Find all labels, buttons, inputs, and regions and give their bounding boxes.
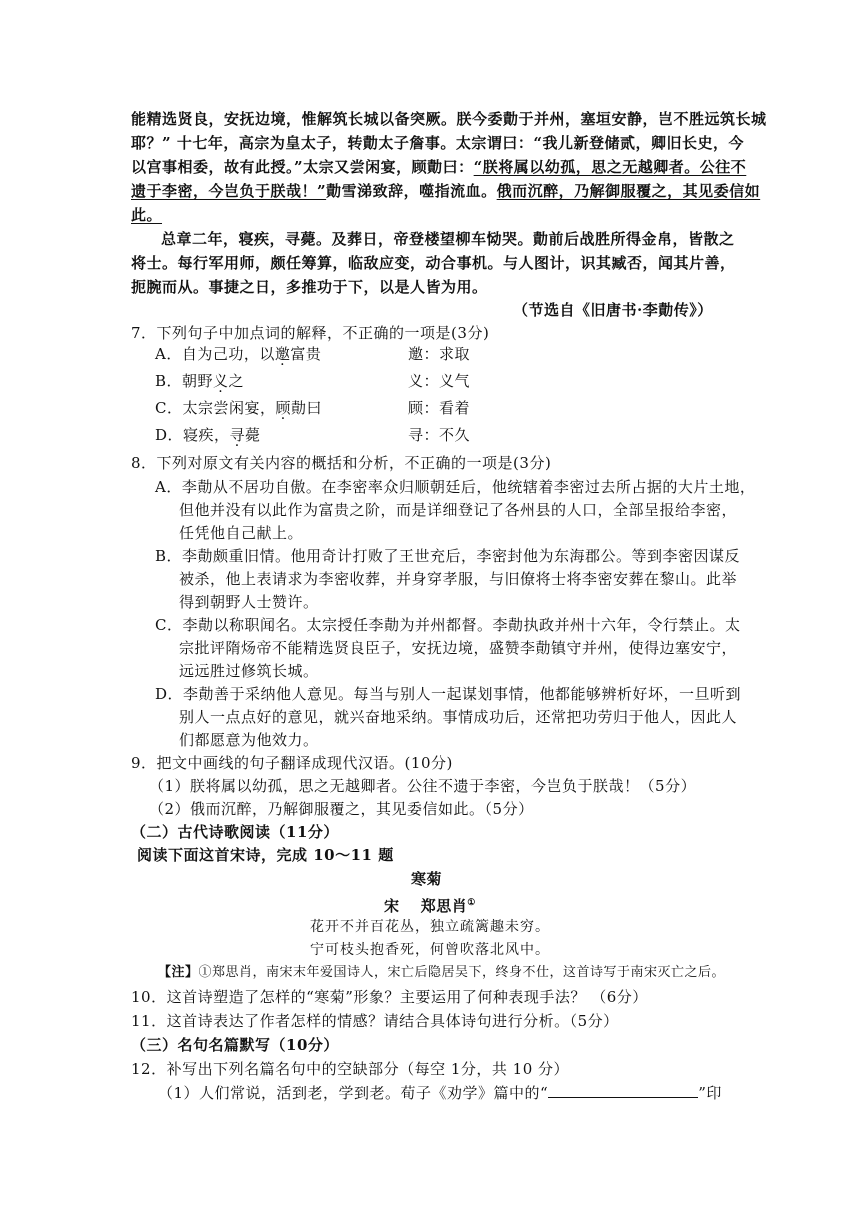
underlined-sentence: 俄而沉醉，乃解御服覆之，其见委信如 [496, 182, 761, 200]
poem-author [384, 893, 476, 916]
q7-option-a-answer: 邀：求取 [408, 345, 471, 363]
item-text: （1）人们常说，活到老，学到老。荀子《劝学》篇中的“ [158, 1084, 549, 1102]
passage-text: 以宫事相委，故有此授。”太宗又尝闲宴，顾勣曰： [131, 158, 474, 176]
question-10: 10．这首诗塑造了怎样的“寒菊”形象？主要运用了何种表现手法？ （6分） [131, 988, 648, 1006]
option-text: 勣曰 [291, 399, 323, 417]
poem-note [158, 963, 725, 983]
poem-title: 寒菊 [411, 870, 443, 888]
q7-option-d [155, 425, 261, 445]
q7-option-c [155, 398, 322, 418]
item-text: ”印 [698, 1084, 722, 1102]
passage-text: 勣雪涕致辞，噬指流血。 [326, 182, 497, 200]
q8-option-c: 宗批评隋炀帝不能精选贤良臣子，安抚边境，盛赞李勣镇守并州，使得边塞安宁， [179, 639, 738, 657]
question-9-stem: 9．把文中画线的句子翻译成现代汉语。(10分) [131, 754, 453, 772]
underlined-sentence: “朕将属以幼孤，思之无越卿者。公往不 [473, 158, 747, 176]
dotted-word: 寻 [229, 426, 246, 444]
q7-option-a [155, 344, 321, 364]
q8-option-a: 任凭他自己献上。 [179, 524, 304, 542]
q8-option-a: 但他并没有以此作为富贵之阶，而是详细登记了各州县的人口，全部呈报给李密， [179, 501, 738, 519]
footnote-marker: ① [467, 898, 476, 908]
option-text: 之 [228, 372, 245, 390]
poem-line: 花开不并百花丛，独立疏篱趣未穷。 [310, 919, 550, 935]
dotted-word: 顾 [275, 399, 291, 417]
section-3-heading: （三）名句名篇默写（10分） [131, 1036, 339, 1054]
q7-option-c-answer: 顾：看着 [408, 399, 471, 417]
poem-author-name: 宋 郑思肖 [384, 897, 468, 915]
q8-option-b: 得到朝野人士赞许。 [179, 593, 319, 611]
option-text: D．寝疾， [155, 426, 230, 444]
option-text: 富贵 [290, 345, 322, 363]
q8-option-b: B．李勣颇重旧情。他用奇计打败了王世充后，李密封他为东海郡公。等到李密因谋反 [155, 547, 741, 565]
underlined-sentence: 遗于李密，今岂负于朕哉！” [131, 182, 327, 200]
question-11: 11．这首诗表达了作者怎样的情感？请结合具体诗句进行分析。（5分） [131, 1012, 619, 1030]
fill-in-blank[interactable] [548, 1083, 698, 1098]
section-2-instructions: 阅读下面这首宋诗，完成 10～11 题 [137, 846, 394, 864]
q8-option-a: A．李勣从不居功自傲。在李密率众归顺朝廷后，他统辖着李密过去所占据的大片土地， [155, 478, 756, 496]
underlined-sentence: 此。 [131, 206, 163, 224]
q7-option-b-answer: 义：义气 [408, 372, 471, 390]
dotted-word: 邀 [274, 345, 291, 363]
q7-option-d-answer: 寻：不久 [408, 426, 471, 444]
question-7-stem: 7．下列句子中加点词的解释，不正确的一项是(3分) [131, 324, 490, 342]
passage-line: 能精选贤良，安抚边境，惟解筑长城以备突厥。朕今委勣于并州，塞垣安静，岂不胜远筑长城 [131, 110, 767, 128]
q8-option-d: 们都愿意为他效力。 [179, 731, 319, 749]
q8-option-c: C．李勣以称职闻名。太宗授任李勣为并州都督。李勣执政并州十六年，令行禁止。太 [155, 616, 741, 634]
passage-source: （节选自《旧唐书·李勣传》） [513, 301, 713, 319]
option-text: A．自为己功，以 [155, 345, 275, 363]
dotted-word: 义 [213, 372, 229, 390]
q8-option-d: D．李勣善于采纳他人意见。每当与别人一起谋划事情，他都能够辨析好坏，一旦听到 [155, 685, 742, 703]
passage-line: 扼腕而从。事捷之日，多推功于下，以是人皆为用。 [131, 278, 488, 296]
q8-option-c: 远远胜过修筑长城。 [179, 662, 319, 680]
question-8-stem: 8．下列对原文有关内容的概括和分析，不正确的一项是(3分) [131, 454, 552, 472]
passage-line [131, 157, 746, 177]
q8-option-d: 别人一点点好的意见，就兴奋地采纳。事情成功后，还常把功劳归于他人，因此人 [179, 708, 738, 726]
option-text: 薨 [245, 426, 261, 444]
q9-sentence-1: （1）朕将属以幼孤，思之无越卿者。公往不遗于李密，今岂负于朕哉！（5分） [149, 777, 697, 795]
q12-item-1 [158, 1083, 722, 1103]
option-text: B．朝野 [155, 372, 214, 390]
passage-line: 耶？” 十七年，高宗为皇太子，转勣太子詹事。太宗谓曰：“我儿新登储贰，卿旧长史，今 [131, 134, 744, 152]
passage-line: 将士。每行军用师，颇任筹算，临敌应变，动合事机。与人图计，识其臧否，闻其片善， [131, 254, 736, 272]
poem-line: 宁可枝头抱香死，何曾吹落北风中。 [310, 942, 550, 958]
q7-option-b [155, 371, 244, 391]
option-text: C．太宗尝闲宴， [155, 399, 276, 417]
section-2-heading: （二）古代诗歌阅读（11分） [131, 823, 339, 841]
question-12-stem: 12．补写出下列名篇名句中的空缺部分（每空 1分，共 10 分） [131, 1060, 570, 1078]
note-tag: 【注】 [158, 965, 199, 980]
q9-sentence-2: （2）俄而沉醉，乃解御服覆之，其见委信如此。（5分） [149, 800, 534, 818]
passage-line: 总章二年，寝疾，寻薨。及葬日，帝登楼望柳车恸哭。勣前后战胜所得金帛，皆散之 [161, 230, 735, 248]
q8-option-b: 被杀，他上表请求为李密收葬，并身穿孝服，与旧僚将士将李密安葬在黎山。此举 [179, 570, 738, 588]
note-text: ①郑思肖，南宋末年爱国诗人，宋亡后隐居吴下，终身不仕，这首诗写于南宋灭亡之后。 [198, 965, 726, 980]
passage-line [131, 181, 760, 201]
